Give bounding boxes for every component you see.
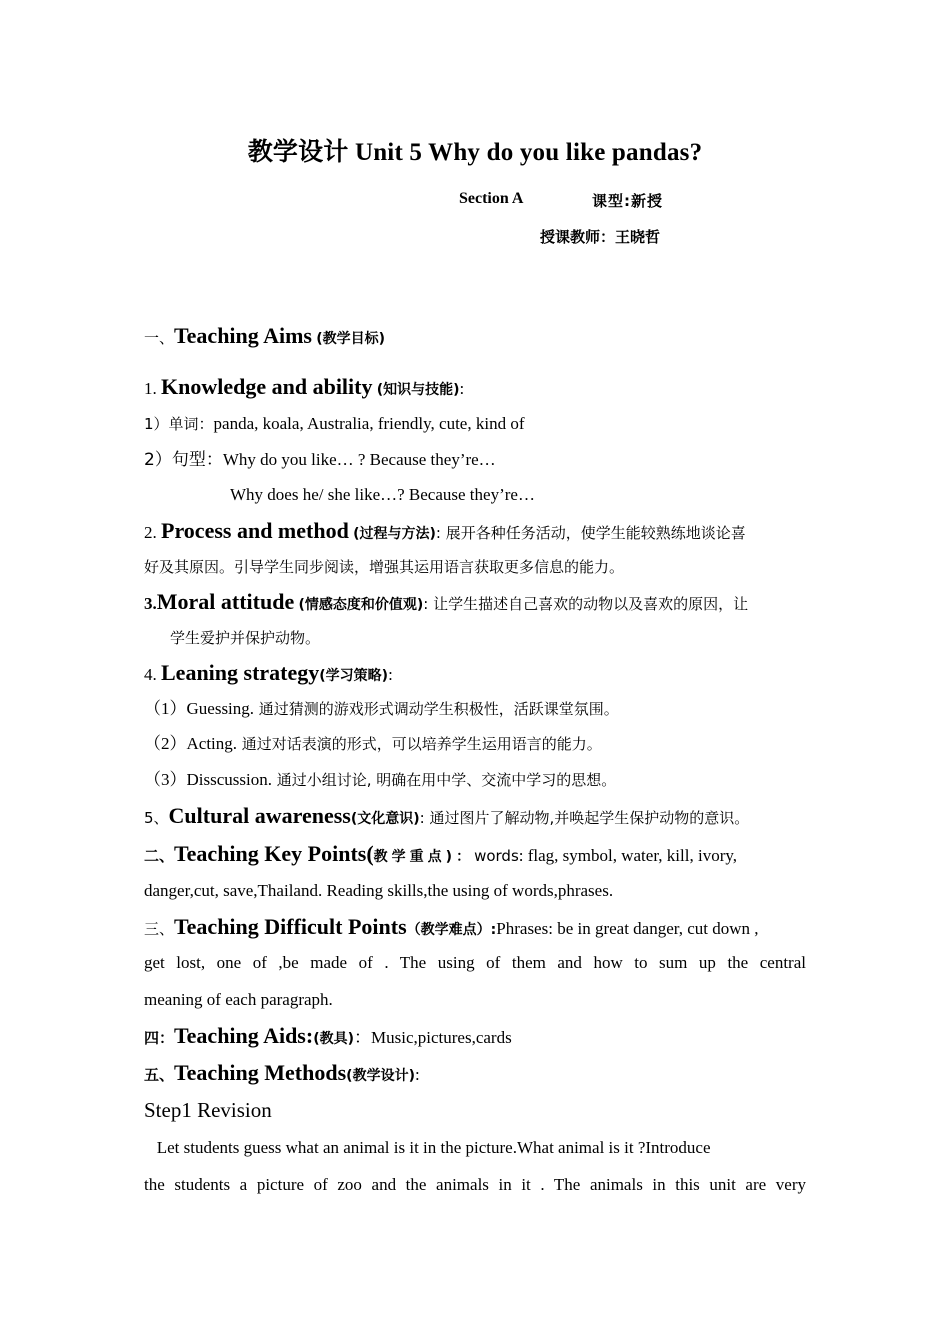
process-text-1: : 展开各种任务活动，使学生能较熟练地谈论喜 xyxy=(435,524,746,542)
lesson-type: 课型:新授 xyxy=(592,192,663,210)
knowledge-heading-cn: (知识与技能) xyxy=(376,382,460,398)
strategy-item-text: 通过猜测的游戏形式调动学生积极性，活跃课堂氛围。 xyxy=(254,700,619,718)
aids-prefix: 四： xyxy=(144,1029,175,1047)
cultural-heading-cn: (文化意识) xyxy=(350,811,420,827)
cultural-num: 5、 xyxy=(144,809,169,827)
document-title: 教学设计 Unit 5 Why do you like pandas? xyxy=(247,139,703,166)
strategy-heading-text: Leaning strategy xyxy=(161,660,320,685)
knowledge-heading-text: Knowledge and ability xyxy=(161,374,373,399)
aims-heading-cn: (教学目标) xyxy=(316,331,386,347)
key-points-heading: Teaching Key Points( xyxy=(174,841,374,866)
teacher-name: 授课教师：王晓哲 xyxy=(540,228,661,246)
cultural-line xyxy=(144,804,806,831)
aids-heading: Teaching Aids: xyxy=(174,1023,314,1048)
moral-text-1: : 让学生描述自己喜欢的动物以及喜欢的原因，让 xyxy=(423,595,749,613)
key-points-prefix: 二、 xyxy=(144,847,175,865)
strategy-item-label: （2）Acting. xyxy=(144,734,238,753)
sentence-1: Why do you like… ? Because they’re… xyxy=(222,450,496,469)
knowledge-sentences xyxy=(144,448,806,472)
words-label: 1）单词： xyxy=(144,415,214,433)
aims-heading-text: Teaching Aims xyxy=(174,323,312,348)
strategy-colon: : xyxy=(388,665,393,684)
key-points-heading-cn: 教学重点)： xyxy=(373,849,475,865)
words-list: panda, koala, Australia, friendly, cute, kind of xyxy=(213,414,525,433)
methods-prefix: 五、 xyxy=(144,1066,175,1084)
difficult-prefix: 三、 xyxy=(144,920,175,938)
process-heading-cn: (过程与方法) xyxy=(353,526,436,542)
aims-heading xyxy=(144,324,806,351)
difficult-text-3: meaning of each paragraph. xyxy=(144,990,333,1009)
strategy-item-text: 通过对话表演的形式，可以培养学生运用语言的能力。 xyxy=(237,735,602,753)
key-points-text-2: danger,cut, save,Thailand. Reading skills,the using of words,phrases. xyxy=(144,881,614,900)
difficult-text-2: get lost, one of ,be made of . The using of them and how to sum up the central xyxy=(144,953,806,972)
knowledge-num: 1. xyxy=(144,379,161,398)
key-points-words-label: words xyxy=(474,847,519,865)
strategy-item xyxy=(144,732,806,756)
step1-text-1: Let students guess what an animal is it in the picture.What animal is it ?Introduce xyxy=(144,1138,711,1157)
methods-heading-text: Teaching Methods xyxy=(174,1060,347,1085)
cultural-text: : 通过图片了解动物,并唤起学生保护动物的意识。 xyxy=(419,809,750,827)
strategy-item xyxy=(144,768,806,792)
strategy-heading-cn: (学习策略) xyxy=(319,668,389,684)
difficult-line-1 xyxy=(144,915,806,942)
strategy-item-text: 通过小组讨论, 明确在用中学、交流中学习的思想。 xyxy=(271,771,617,789)
sentence-2: Why does he/ she like…? Because they’re… xyxy=(230,485,535,504)
methods-heading xyxy=(144,1061,806,1088)
key-points-text-1: : flag, symbol, water, kill, ivory, xyxy=(518,846,738,865)
moral-num: 3. xyxy=(144,594,157,613)
moral-line-1 xyxy=(144,590,806,617)
process-num: 2. xyxy=(144,523,161,542)
aids-text: ：Music,pictures,cards xyxy=(354,1028,512,1047)
strategy-heading xyxy=(144,661,806,688)
strategy-num: 4. xyxy=(144,665,161,684)
moral-text-2: 学生爱护并保护动物。 xyxy=(170,629,321,647)
difficult-heading: Teaching Difficult Points xyxy=(174,914,407,939)
cultural-heading: Cultural awareness xyxy=(168,803,351,828)
methods-heading-cn: (教学设计) xyxy=(346,1068,415,1084)
knowledge-heading xyxy=(144,375,806,402)
step1-heading: Step1 Revision xyxy=(144,1098,272,1122)
moral-heading: Moral attitude xyxy=(156,589,295,614)
process-heading: Process and method xyxy=(161,518,349,543)
methods-colon: : xyxy=(414,1065,420,1084)
aids-heading-cn: (教具) xyxy=(313,1031,354,1047)
sentences-label: 2）句型： xyxy=(144,450,223,470)
section-label: Section A xyxy=(459,190,524,207)
knowledge-colon: : xyxy=(459,379,465,398)
aims-prefix: 一、 xyxy=(144,329,175,347)
moral-heading-cn: (情感态度和价值观) xyxy=(298,597,424,613)
aids-line xyxy=(144,1024,806,1051)
process-line-1 xyxy=(144,519,806,546)
knowledge-words xyxy=(144,412,806,436)
strategy-item xyxy=(144,697,806,721)
difficult-heading-cn: （教学难点）: xyxy=(406,922,497,938)
strategy-item-label: （1）Guessing. xyxy=(144,699,255,718)
strategy-item-label: （3）Disscussion. xyxy=(144,770,272,789)
key-points-line-1 xyxy=(144,842,806,869)
process-text-2: 好及其原因。引导学生同步阅读，增强其运用语言获取更多信息的能力。 xyxy=(144,558,625,576)
step1-text-2: the students a picture of zoo and the animals in it . The animals in this unit are very xyxy=(144,1175,806,1194)
difficult-text-1: Phrases: be in great danger, cut down , xyxy=(496,919,759,938)
